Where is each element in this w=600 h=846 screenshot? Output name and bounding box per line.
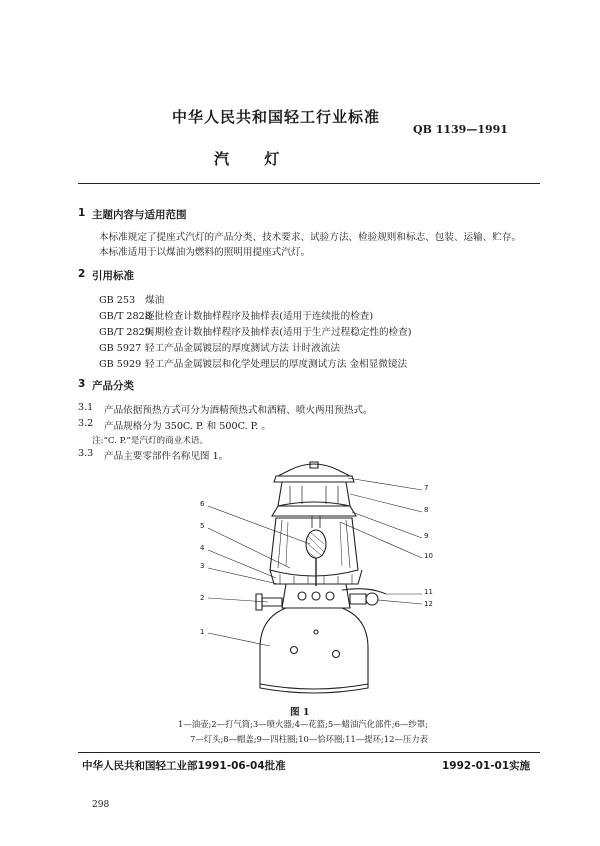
reference-code: GB 5929 [99,359,142,370]
clause-3-2-number: 3.2 [78,418,94,429]
reference-code: GB 5927 [99,343,142,354]
section-3-number: 3 [78,378,86,390]
callout-3: 3 [200,562,205,570]
four-post-ring [272,502,356,516]
reference-item [99,340,340,354]
callout-7: 7 [424,484,429,492]
lantern-figure [190,458,440,698]
clause-3-3-number: 3.3 [78,448,94,459]
page-number: 298 [92,800,110,810]
callout-8: 8 [424,506,429,514]
reference-text: 轻工产品金属镀层的厚度测试方法 计时液流法 [145,343,340,354]
section-1-para-1: 本标准规定了提座式汽灯的产品分类、技术要求、试验方法、检验规则和标志、包装、运输、贮存。 [99,232,522,243]
callout-9: 9 [424,532,429,540]
section-1-number: 1 [78,207,86,219]
reference-code: GB 253 [99,295,136,306]
reference-text: 周期检查计数抽样程序及抽样表(适用于生产过程稳定性的检查) [145,327,412,338]
footer-divider [78,752,540,753]
cap-rim [274,476,354,482]
clause-3-3-text: 产品主要零部件名称见图 1。 [104,451,229,462]
callout-12: 12 [424,600,433,608]
callout-6: 6 [200,500,205,508]
callout-4: 4 [200,544,205,552]
reference-text: 逐批检查计数抽样程序及抽样表(适用于连续批的检查) [145,311,374,322]
section-1-title: 主题内容与适用范围 [92,209,187,221]
reference-item [99,292,164,306]
clause-3-2-note: 注:“C. P.”是汽灯的商业术语。 [92,436,209,446]
reference-code: GB/T 2828 [99,311,151,322]
reference-item [99,356,407,370]
callout-2: 2 [200,594,205,602]
pressure-gauge [350,594,366,604]
callout-1: 1 [200,628,205,636]
clause-3-2-text: 产品规格分为 350C. P. 和 500C. P. 。 [104,421,271,432]
glass-globe [270,518,358,576]
effective-date: 1992-01-01实施 [442,760,531,772]
callout-5: 5 [200,522,205,530]
figure-caption-line-1: 1—油壶;2—打气筒;3—喷火器;4—花篮;5—蜡油汽化部件;6—纱罩; [178,719,428,729]
section-2-title: 引用标准 [92,270,134,282]
clause-3-1-text: 产品依据预热方式可分为酒精预热式和酒精、喷火两用预热式。 [104,405,373,416]
reference-item [99,324,412,338]
reference-code: GB/T 2829 [99,327,151,338]
reference-item [99,308,373,322]
burner-body [282,584,350,608]
section-1-para-2: 本标准适用于以煤油为燃料的照明用提座式汽灯。 [99,247,311,258]
fuel-tank [260,608,368,689]
reference-text: 煤油 [145,295,165,306]
header-divider [78,183,540,184]
callout-10: 10 [424,552,433,560]
carry-ring [342,589,386,594]
callout-11: 11 [424,588,433,596]
clause-3-1-number: 3.1 [78,402,94,413]
document-title: 汽 灯 [214,150,280,168]
approval-line: 中华人民共和国轻工业部1991-06-04批准 [82,760,286,772]
cap-knob [310,462,318,468]
standard-number: QB 1139—1991 [413,123,508,136]
section-3-title: 产品分类 [92,380,134,392]
reference-text: 轻工产品金属镀层和化学处理层的厚度测试方法 金相显微镜法 [145,359,408,370]
section-2-number: 2 [78,268,86,280]
figure-caption-line-2: 7—灯头;8—帽盖;9—四柱圈;10—恰环圈;11—提环;12—压力表 [190,734,428,744]
figure-label: 图 1 [290,707,310,718]
cap-top [278,464,350,476]
issuer-title: 中华人民共和国轻工行业标准 [172,108,381,126]
